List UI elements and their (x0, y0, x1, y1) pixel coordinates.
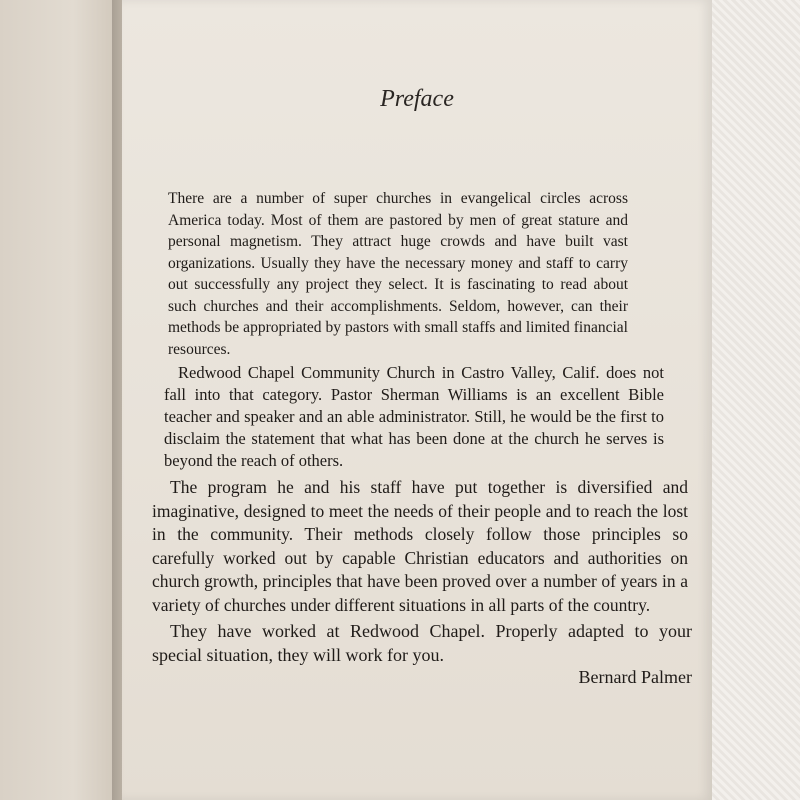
paragraph-3: The program he and his staff have put together is diversified and imaginative, designed to meet the needs of their people and to reach the lost in the community. Their methods closely follow those principles so carefully worked out by capable Christian educators and authorities on church growth, principles that have been proved over a number of years in a variety of churches under different situations in all parts of the country. (152, 477, 688, 615)
paragraph-4: They have worked at Redwood Chapel. Properly adapted to your special situation, they will work for you. (152, 621, 692, 665)
facing-page (0, 0, 122, 800)
page-title: Preface (380, 86, 454, 112)
author-signature: Bernard Palmer (578, 667, 692, 687)
book-page (122, 0, 712, 800)
background-surface (712, 0, 800, 800)
paragraph-2: Redwood Chapel Community Church in Castro Valley, Calif. does not fall into that category. Pastor Sherman Williams is an excellent Bible teacher and speaker and an able administrator. Still, he would be the first to disclaim the statement that what has been done at the church he serves is beyond the reach of others. (164, 363, 664, 470)
preface-body (152, 188, 692, 688)
paragraph-1: There are a number of super churches in evangelical circles across America today. Most of them are pastored by men of great stature and personal magnetism. They attract huge crowds and have built vast organizations. Usually they have the necessary money and staff to carry out successfully any project they select. It is fascinating to read about such churches and their accomplishments. Seldom, however, can their methods be appropriated by pastors with small staffs and limited financial resources. (168, 190, 628, 358)
